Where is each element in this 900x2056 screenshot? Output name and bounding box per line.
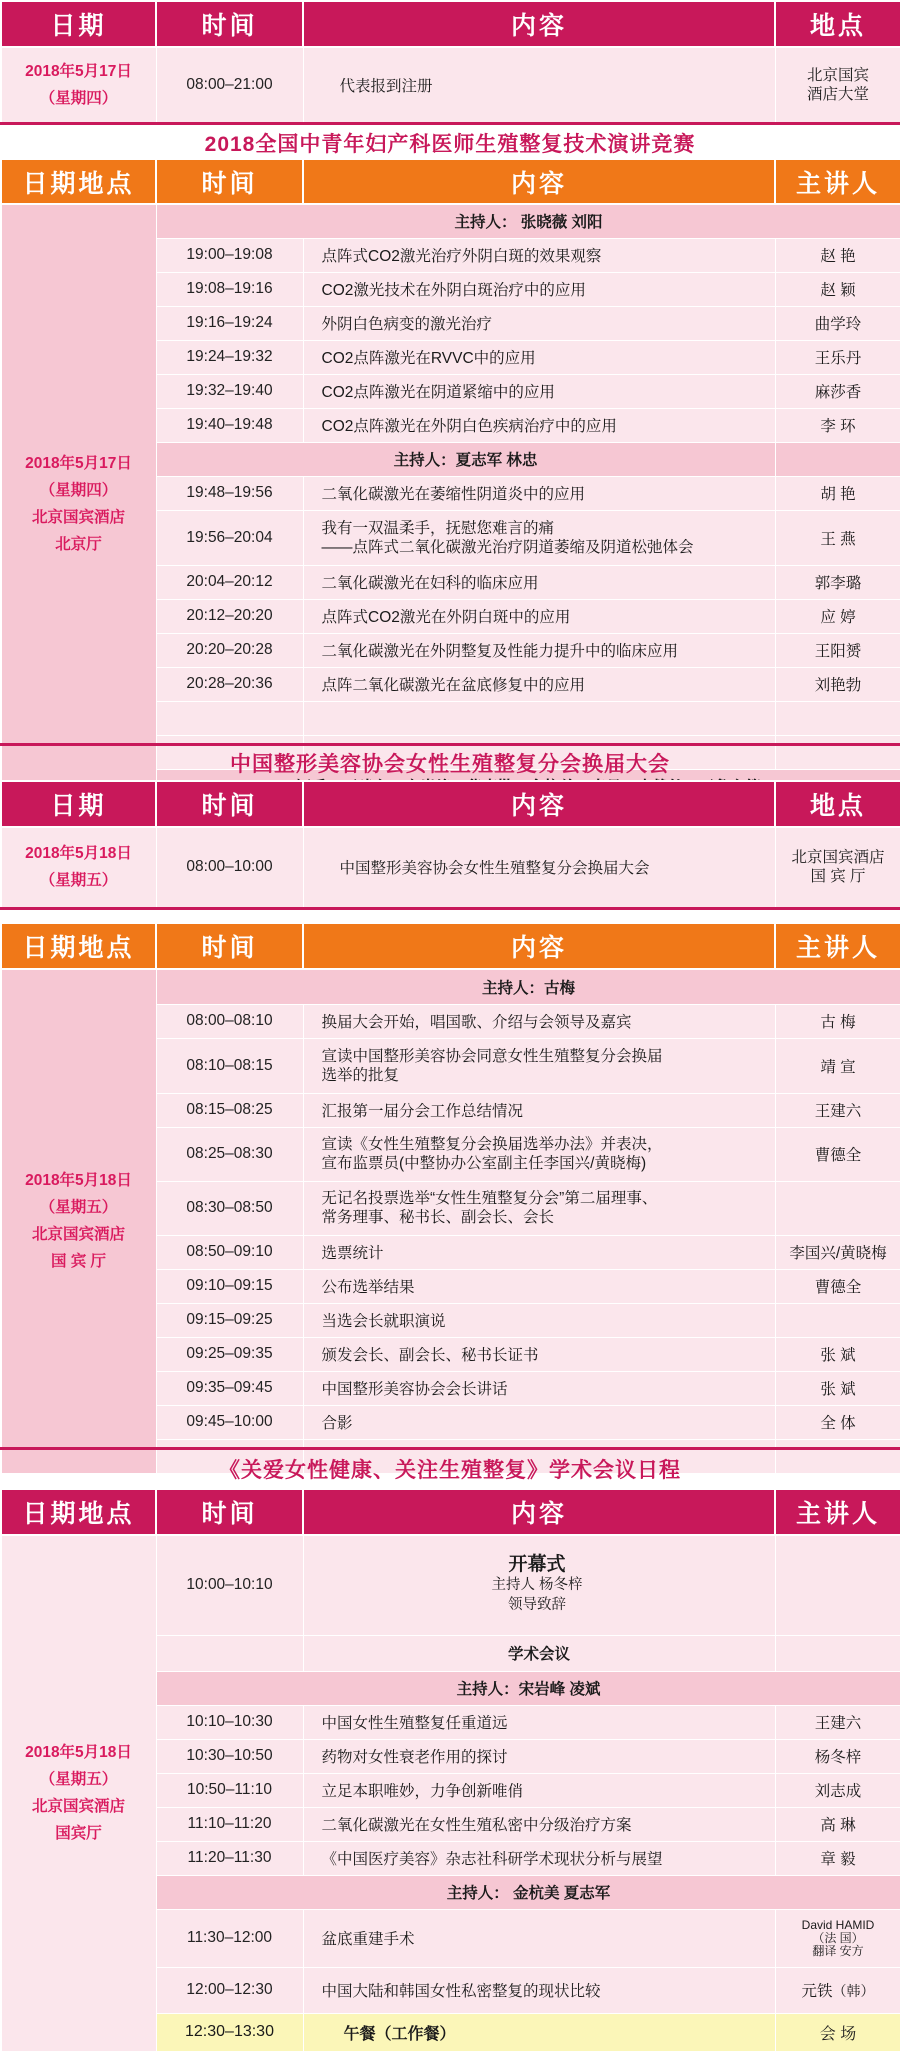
- time-cell: 09:10–09:15: [156, 1269, 303, 1303]
- time-cell: 10:50–11:10: [156, 1773, 303, 1807]
- host-row: [1, 969, 900, 1004]
- time-cell: 20:04–20:12: [156, 565, 303, 599]
- header-time: 时间: [156, 159, 303, 204]
- content-cell: CO2点阵激光在阴道紧缩中的应用: [303, 374, 775, 408]
- speaker-cell: 王阳赟: [775, 633, 900, 667]
- speaker-cell: [775, 701, 900, 735]
- speaker-cell: 李国兴/黄晓梅: [775, 1235, 900, 1269]
- time-cell: 08:00–10:00: [156, 827, 303, 907]
- content-cell: 选票统计: [303, 1235, 775, 1269]
- content-cell: 立足本职唯妙，力争创新唯俏: [303, 1773, 775, 1807]
- header-date: 日期: [1, 781, 156, 827]
- time-cell: 11:30–12:00: [156, 1909, 303, 1967]
- opening-speech: 领导致辞: [508, 1597, 566, 1614]
- content-cell: CO2点阵激光在RVVC中的应用: [303, 340, 775, 374]
- location-cell: 会 场: [775, 2013, 900, 2051]
- content-cell: 当选会长就职演说: [303, 1303, 775, 1337]
- content-line: 宣布监票员(中整协办公室副主任李国兴/黄晓梅): [321, 1155, 647, 1172]
- content-line: 宣读中国整形美容协会同意女性生殖整复分会换届: [321, 1047, 663, 1065]
- content-cell: [303, 1038, 775, 1093]
- table-row: [1, 47, 900, 123]
- speaker-cell: 胡 艳: [775, 476, 900, 510]
- time-cell: 19:40–19:48: [156, 408, 303, 442]
- speaker-cell: [775, 1909, 900, 1967]
- speaker-cell: 应 婷: [775, 599, 900, 633]
- location-cell: [775, 47, 900, 123]
- speaker-cell: 古 梅: [775, 1004, 900, 1038]
- content-line: 宣读《女性生殖整复分会换届选举办法》并表决，: [321, 1136, 663, 1153]
- speaker-cell: [775, 1181, 900, 1235]
- time-cell: 20:20–20:28: [156, 633, 303, 667]
- header-date-location: 日期地点: [1, 923, 156, 969]
- content-cell: [303, 1181, 775, 1235]
- section-divider: [0, 1447, 900, 1450]
- table-header: [1, 1, 900, 47]
- speaker-cell: 王 燕: [775, 510, 900, 565]
- header-location: 地点: [775, 1, 900, 47]
- date-cell: [1, 969, 156, 1473]
- time-cell: 19:16–19:24: [156, 306, 303, 340]
- host-label: 主持人：宋岩峰 凌斌: [156, 1671, 900, 1705]
- content-cell: 合影: [303, 1405, 775, 1439]
- header-date-location: 日期地点: [1, 159, 156, 204]
- speaker-cell: 刘艳勃: [775, 667, 900, 701]
- date-line: 2018年5月17日: [25, 454, 132, 472]
- content-cell: 二氧化碳激光在女性生殖私密中分级治疗方案: [303, 1807, 775, 1841]
- content-line: ——点阵式二氧化碳激光治疗阴道萎缩及阴道松弛体会: [321, 538, 694, 556]
- content-cell: 中国大陆和韩国女性私密整复的现状比较: [303, 1967, 775, 2013]
- opening-row: [1, 1535, 900, 1635]
- content-cell: [303, 1535, 775, 1635]
- date-line: （星期四）: [39, 90, 118, 108]
- time-cell: 08:15–08:25: [156, 1093, 303, 1127]
- speaker-line: （法 国）: [812, 1930, 864, 1945]
- header-content: 内容: [303, 1489, 775, 1535]
- speaker-cell: [775, 1535, 900, 1635]
- time-cell: 11:10–11:20: [156, 1807, 303, 1841]
- time-cell: 19:08–19:16: [156, 272, 303, 306]
- time-cell: 09:15–09:25: [156, 1303, 303, 1337]
- content-cell: [303, 510, 775, 565]
- header-time: 时间: [156, 923, 303, 969]
- speaker-note: （韩）: [832, 1983, 875, 1999]
- content-cell: 外阴白色病变的激光治疗: [303, 306, 775, 340]
- content-line: 无记名投票选举“女性生殖整复分会”第二届理事、: [321, 1190, 658, 1207]
- contest-table: [0, 158, 900, 804]
- host-label: 主持人：古梅: [156, 969, 900, 1004]
- header-location: 地点: [775, 781, 900, 827]
- time-cell: [156, 701, 303, 735]
- date-line: （星期五）: [39, 1199, 118, 1217]
- table-header: [1, 923, 900, 969]
- content-line: 我有一双温柔手，抚慰您难言的痛: [321, 519, 555, 537]
- table-header: [1, 159, 900, 204]
- time-cell: 20:12–20:20: [156, 599, 303, 633]
- content-cell: 中国女性生殖整复任重道远: [303, 1705, 775, 1739]
- time-cell: 19:56–20:04: [156, 510, 303, 565]
- header-date: 日期: [1, 1, 156, 47]
- content-cell: 二氧化碳激光在外阴整复及性能力提升中的临床应用: [303, 633, 775, 667]
- content-cell: 药物对女性衰老作用的探讨: [303, 1739, 775, 1773]
- academic-table: [0, 1488, 900, 2052]
- header-speaker: 主讲人: [775, 1489, 900, 1535]
- speaker-cell: 张 斌: [775, 1337, 900, 1371]
- header-time: 时间: [156, 1, 303, 47]
- speaker-cell: 王建六: [775, 1093, 900, 1127]
- date-line: 2018年5月18日: [25, 1744, 132, 1762]
- speaker-cell: 全 体: [775, 1405, 900, 1439]
- content-cell: CO2激光技术在外阴白斑治疗中的应用: [303, 272, 775, 306]
- content-cell: 代表报到注册: [303, 47, 775, 123]
- content-line: 常务理事、秘书长、副会长、会长: [321, 1209, 555, 1226]
- opening-title: 开幕式: [508, 1554, 566, 1576]
- content-cell: 颁发会长、副会长、秘书长证书: [303, 1337, 775, 1371]
- date-cell: [1, 204, 156, 803]
- date-line: 2018年5月18日: [25, 1172, 132, 1190]
- host-blank: [775, 442, 900, 476]
- speaker-cell: 麻莎香: [775, 374, 900, 408]
- speaker-cell: 张 斌: [775, 1371, 900, 1405]
- speaker-line: David HAMID: [801, 1917, 875, 1932]
- time-cell: 08:10–08:15: [156, 1038, 303, 1093]
- header-content: 内容: [303, 781, 775, 827]
- agenda-table: [0, 922, 900, 1474]
- content-cell: 点阵二氧化碳激光在盆底修复中的应用: [303, 667, 775, 701]
- header-date-location: 日期地点: [1, 1489, 156, 1535]
- content-cell: 点阵式CO2激光在外阴白斑中的应用: [303, 599, 775, 633]
- header-content: 内容: [303, 1, 775, 47]
- date-cell: [1, 827, 156, 907]
- section-divider: [0, 907, 900, 910]
- date-line: 国宾厅: [55, 1825, 102, 1843]
- date-line: 北京厅: [55, 535, 102, 553]
- time-cell: 12:30–13:30: [156, 2013, 303, 2051]
- date-line: 2018年5月18日: [25, 845, 132, 863]
- speaker-cell: 曹德全: [775, 1269, 900, 1303]
- time-cell: 19:32–19:40: [156, 374, 303, 408]
- date-line: 国 宾 厅: [50, 1253, 107, 1271]
- time-cell: 08:00–21:00: [156, 47, 303, 123]
- date-cell: [1, 47, 156, 123]
- blank-cell: [156, 1635, 303, 1671]
- date-line: 北京国宾酒店: [31, 1226, 125, 1244]
- location-cell: [775, 827, 900, 907]
- section-divider: [0, 743, 900, 746]
- section-title: 2018全国中青年妇产科医师生殖整复技术演讲竞赛: [204, 133, 696, 156]
- time-cell: 11:20–11:30: [156, 1841, 303, 1875]
- registration-table: [0, 0, 900, 124]
- section-title: 《关爱女性健康、关注生殖整复》学术会议日程: [219, 1459, 681, 1482]
- host-label: 主持人：夏志军 林忠: [156, 442, 775, 476]
- date-line: 2018年5月17日: [25, 63, 132, 81]
- location-line: 酒店大堂: [806, 86, 869, 104]
- speaker-line: 翻译 安方: [812, 1943, 864, 1958]
- speaker-cell: 曲学玲: [775, 306, 900, 340]
- time-cell: 10:00–10:10: [156, 1535, 303, 1635]
- host-label: 主持人： 金杭美 夏志军: [156, 1875, 900, 1909]
- speaker-cell: 王乐丹: [775, 340, 900, 374]
- blank-cell: [775, 1635, 900, 1671]
- date-line: （星期四）: [39, 481, 118, 499]
- time-cell: 09:35–09:45: [156, 1371, 303, 1405]
- header-speaker: 主讲人: [775, 923, 900, 969]
- header-content: 内容: [303, 159, 775, 204]
- election-table: [0, 780, 900, 908]
- date-line: 北京国宾酒店: [31, 508, 125, 526]
- speaker-cell: 靖 宣: [775, 1038, 900, 1093]
- host-label: 主持人： 张晓薇 刘阳: [156, 204, 900, 238]
- speaker-cell: 郭李璐: [775, 565, 900, 599]
- header-time: 时间: [156, 781, 303, 827]
- content-cell: CO2点阵激光在外阴白色疾病治疗中的应用: [303, 408, 775, 442]
- time-cell: 10:10–10:30: [156, 1705, 303, 1739]
- content-line: 选举的批复: [321, 1066, 400, 1084]
- speaker-cell: 王建六: [775, 1705, 900, 1739]
- content-cell: 二氧化碳激光在萎缩性阴道炎中的应用: [303, 476, 775, 510]
- time-cell: 09:25–09:35: [156, 1337, 303, 1371]
- header-speaker: 主讲人: [775, 159, 900, 204]
- speaker-cell: 李 环: [775, 408, 900, 442]
- speaker-cell: 曹德全: [775, 1127, 900, 1181]
- content-cell: 点阵式CO2激光治疗外阴白斑的效果观察: [303, 238, 775, 272]
- date-line: （星期五）: [39, 872, 118, 890]
- section-divider: [0, 122, 900, 125]
- date-cell: [1, 1535, 156, 2051]
- location-line: 国 宾 厅: [810, 868, 866, 886]
- date-line: 北京国宾酒店: [31, 1798, 125, 1816]
- opening-host: 主持人 杨冬梓: [491, 1577, 583, 1594]
- table-header: [1, 1489, 900, 1535]
- content-cell: 中国整形美容协会会长讲话: [303, 1371, 775, 1405]
- time-cell: 20:28–20:36: [156, 667, 303, 701]
- location-line: 北京国宾: [806, 67, 869, 85]
- content-cell: 公布选举结果: [303, 1269, 775, 1303]
- speaker-cell: 赵 艳: [775, 238, 900, 272]
- header-time: 时间: [156, 1489, 303, 1535]
- time-cell: 19:00–19:08: [156, 238, 303, 272]
- content-cell: [303, 701, 775, 735]
- time-cell: 12:00–12:30: [156, 1967, 303, 2013]
- date-line: （星期五）: [39, 1771, 118, 1789]
- speaker-cell: 刘志成: [775, 1773, 900, 1807]
- academic-subheading: 学术会议: [303, 1635, 775, 1671]
- time-cell: 19:24–19:32: [156, 340, 303, 374]
- content-cell: 盆底重建手术: [303, 1909, 775, 1967]
- location-line: 北京国宾酒店: [791, 849, 885, 867]
- content-cell: 中国整形美容协会女性生殖整复分会换届大会: [303, 827, 775, 907]
- content-cell: 午餐（工作餐）: [303, 2013, 775, 2051]
- content-cell: [303, 1127, 775, 1181]
- time-cell: 19:48–19:56: [156, 476, 303, 510]
- speaker-cell: [775, 1303, 900, 1337]
- content-cell: 《中国医疗美容》杂志社科研学术现状分析与展望: [303, 1841, 775, 1875]
- content-cell: 换届大会开始，唱国歌、介绍与会领导及嘉宾: [303, 1004, 775, 1038]
- speaker-cell: 高 琳: [775, 1807, 900, 1841]
- time-cell: 08:30–08:50: [156, 1181, 303, 1235]
- time-cell: 09:45–10:00: [156, 1405, 303, 1439]
- content-cell: 二氧化碳激光在妇科的临床应用: [303, 565, 775, 599]
- table-header: [1, 781, 900, 827]
- section-title: 中国整形美容协会女性生殖整复分会换届大会: [230, 753, 670, 776]
- speaker-name: 元铁: [801, 1983, 833, 2000]
- speaker-cell: 杨冬梓: [775, 1739, 900, 1773]
- speaker-cell: 赵 颖: [775, 272, 900, 306]
- table-row: [1, 827, 900, 907]
- speaker-cell: 章 毅: [775, 1841, 900, 1875]
- host-row: [1, 204, 900, 238]
- header-content: 内容: [303, 923, 775, 969]
- content-cell: 汇报第一届分会工作总结情况: [303, 1093, 775, 1127]
- speaker-cell: [775, 1967, 900, 2013]
- time-cell: 08:25–08:30: [156, 1127, 303, 1181]
- time-cell: 10:30–10:50: [156, 1739, 303, 1773]
- time-cell: 08:50–09:10: [156, 1235, 303, 1269]
- time-cell: 08:00–08:10: [156, 1004, 303, 1038]
